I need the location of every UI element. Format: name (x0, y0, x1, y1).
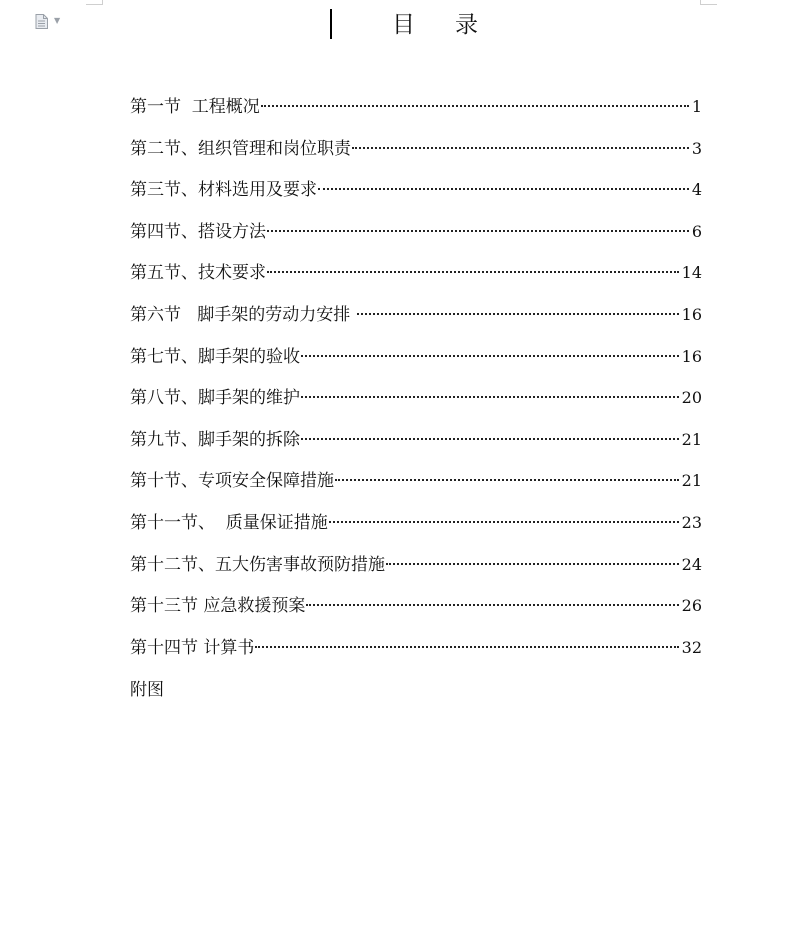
toc-entry-label: 第八节、脚手架的维护 (130, 388, 300, 409)
toc-dot-leader (318, 187, 689, 190)
toc-entry-label: 第六节 脚手架的劳动力安排 (130, 304, 356, 325)
toc-entry-page-number: 20 (681, 388, 702, 408)
toc-dot-leader (301, 437, 679, 440)
toc-entry-page-number: 21 (681, 429, 702, 449)
toc-entry-page-number: 26 (681, 596, 702, 616)
page-corner-mark-right (700, 0, 717, 5)
toc-entry[interactable] (130, 211, 702, 253)
toc-entry-page-number: 24 (681, 554, 702, 574)
toc-dot-leader (329, 520, 679, 523)
toc-entry-page-number: 21 (681, 471, 702, 491)
toc-dot-leader (267, 229, 689, 232)
toc-entry-label: 第二节、组织管理和岗位职责 (130, 138, 351, 159)
text-cursor (330, 9, 332, 39)
toc-entry[interactable] (130, 252, 702, 294)
toc-entry-page-number: 6 (691, 221, 702, 241)
toc-entry[interactable] (130, 128, 702, 170)
toc-entry-label: 第五节、技术要求 (130, 263, 266, 284)
toc-dot-leader (301, 395, 679, 398)
toc-entry[interactable] (130, 544, 702, 586)
toc-entry-label: 第九节、脚手架的拆除 (130, 429, 300, 450)
toc-entry-page-number: 16 (681, 304, 702, 324)
toc-entry-label: 第十二节、五大伤害事故预防措施 (130, 554, 385, 575)
toc-dot-leader (255, 645, 678, 648)
toc-entry-label: 第十三节 应急救援预案 (130, 596, 306, 617)
toc-entry-label: 第十四节 计算书 (130, 637, 255, 658)
table-of-contents (130, 86, 702, 668)
toc-entry[interactable] (130, 377, 702, 419)
toc-dot-leader (335, 478, 679, 481)
toc-dot-leader (267, 270, 679, 273)
toc-entry[interactable] (130, 169, 702, 211)
toc-dot-leader (261, 104, 689, 107)
toc-dot-leader (301, 354, 679, 357)
toc-entry-page-number: 1 (691, 97, 702, 116)
toc-dot-leader (306, 603, 678, 606)
toc-entry-label: 第一节 工程概况 (130, 97, 260, 117)
toc-entry[interactable] (130, 336, 702, 378)
toc-dot-leader (386, 562, 679, 565)
toc-entry[interactable] (130, 585, 702, 627)
toc-dot-leader (357, 312, 679, 315)
toc-dot-leader (352, 146, 689, 149)
toc-entry[interactable] (130, 627, 702, 669)
page-title: 目录 (392, 12, 518, 38)
toc-entry-label: 第十一节、 质量保证措施 (130, 512, 328, 533)
toc-entry-label: 第四节、搭设方法 (130, 221, 266, 242)
toc-entry-page-number: 4 (691, 180, 702, 200)
toc-entry-page-number: 32 (681, 637, 702, 657)
appendix-heading: 附图 (130, 680, 164, 700)
toc-entry[interactable] (130, 460, 702, 502)
toc-entry-label: 第七节、脚手架的验收 (130, 346, 300, 367)
toc-entry-page-number: 23 (681, 512, 702, 532)
toc-entry-label: 第十节、专项安全保障措施 (130, 471, 334, 492)
dropdown-arrow-icon[interactable]: ▼ (54, 16, 61, 25)
toc-entry-page-number: 14 (681, 263, 702, 283)
toc-entry[interactable] (130, 294, 702, 336)
toc-entry-label: 第三节、材料选用及要求 (130, 180, 317, 201)
toc-entry-page-number: 16 (681, 346, 702, 366)
toc-entry[interactable] (130, 502, 702, 544)
toc-entry-page-number: 3 (691, 138, 702, 158)
toc-entry[interactable] (130, 419, 702, 461)
toc-entry[interactable] (130, 86, 702, 128)
page-corner-mark-left (86, 0, 103, 5)
document-icon[interactable] (35, 14, 48, 29)
